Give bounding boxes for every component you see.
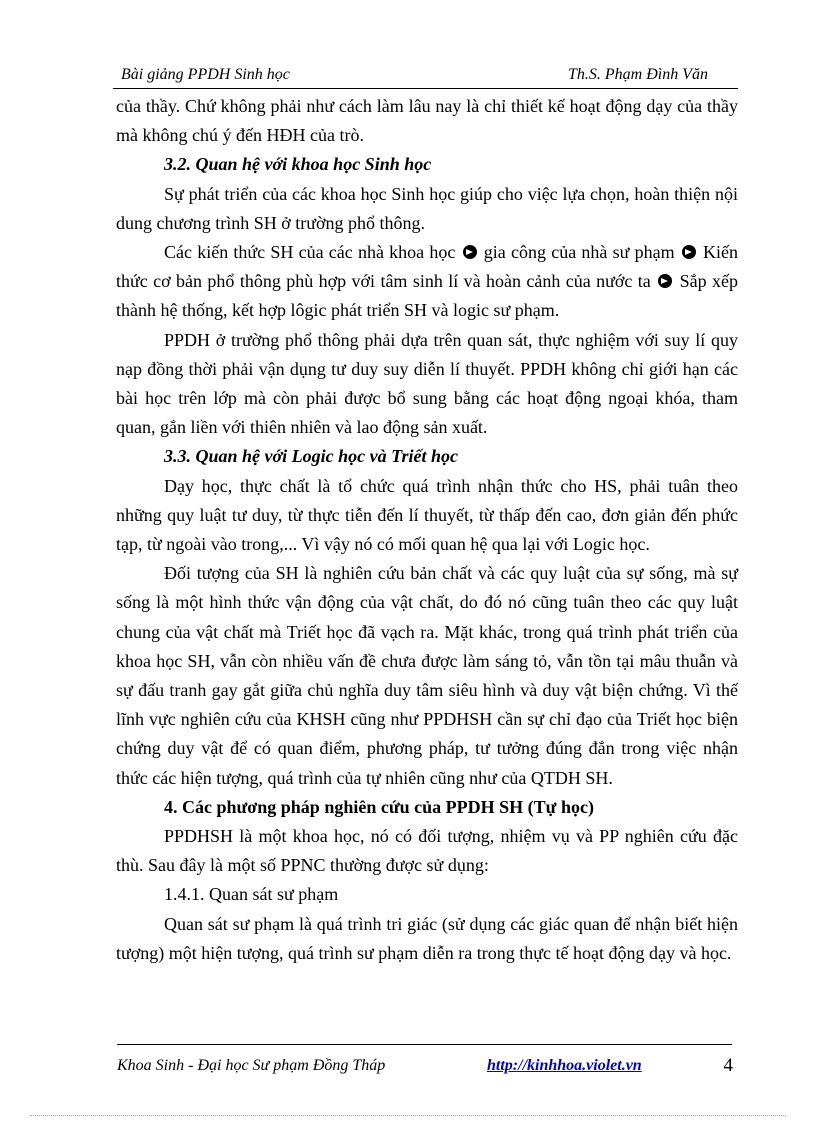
page-edge-divider — [30, 1115, 786, 1116]
paragraph-with-arrows — [116, 238, 738, 326]
section-heading-3-3: 3.3. Quan hệ với Logic học và Triết học — [164, 446, 458, 467]
footer-divider — [117, 1044, 732, 1045]
header-author: Th.S. Phạm Đình Văn — [568, 66, 708, 83]
page-number: 4 — [723, 1055, 733, 1076]
paragraph: Đối tượng của SH là nghiên cứu bản chất và các quy luật của sự sống, mà sự sống là một hình thức vận động của vật chất, do đó nó cũng tuân theo các quy luật chung của vật chất mà Triết học đã vạch ra. Mặt khác, trong quá trình phát triển của khoa học SH, vẫn còn nhiều vấn đề chưa được làm sáng tỏ, vẫn tồn tại mâu thuẫn và sự đấu tranh gay gắt giữa chủ nghĩa duy tâm siêu hình và duy vật biện chứng. Vì thế lĩnh vực nghiên cứu của KHSH cũng như PPDHSH cần sự chỉ đạo của Triết học biện chứng duy vật để có quan điểm, phương pháp, tư tưởng đúng đắn trong việc nhận thức các hiện tượng, quá trình của tự nhiên cũng như của QTDH SH. — [116, 563, 738, 788]
text-run: Kiến thức cơ bản phổ thông phù hợp với tâm sinh lí và hoàn cảnh của nước ta — [116, 242, 739, 292]
arrow-icon — [463, 245, 477, 259]
subsection-heading-1-4-1: 1.4.1. Quan sát sư phạm — [164, 884, 339, 905]
paragraph: Dạy học, thực chất là tổ chức quá trình nhận thức cho HS, phải tuân theo những quy luật tư duy, từ thực tiễn đến lí thuyết, từ thấp đến cao, đơn giản đến phức tạp, từ ngoài vào trong,... Vì vậy nó có mối quan hệ qua lại với Logic học. — [116, 475, 738, 555]
paragraph: của thầy. Chứ không phải như cách làm lâu nay là chỉ thiết kế hoạt động dạy của thầy mà không chú ý đến HĐH của trò. — [116, 96, 738, 146]
text-run: Các kiến thức SH của các nhà khoa học — [164, 242, 456, 263]
header-course-title: Bài giảng PPDH Sinh học — [121, 66, 290, 83]
page-header — [113, 64, 738, 89]
section-heading-3-2: 3.2. Quan hệ với khoa học Sinh học — [164, 154, 432, 175]
text-run: Sắp xếp thành hệ thống, kết hợp lôgic phát triển SH và logic sư phạm. — [116, 271, 739, 321]
section-heading-4: 4. Các phương pháp nghiên cứu của PPDH SH (Tự học) — [164, 796, 594, 817]
footer-link[interactable]: http://kinhhoa.violet.vn — [487, 1057, 642, 1074]
arrow-icon — [682, 245, 696, 259]
paragraph: Sự phát triển của các khoa học Sinh học giúp cho việc lựa chọn, hoàn thiện nội dung chương trình SH ở trường phổ thông. — [116, 183, 738, 233]
paragraph: Quan sát sư phạm là quá trình tri giác (sử dụng các giác quan để nhận biết hiện tượng) một hiện tượng, quá trình sư phạm diễn ra trong thực tế hoạt động dạy và học. — [116, 913, 738, 963]
page-footer — [117, 1055, 739, 1079]
paragraph: PPDHSH là một khoa học, nó có đối tượng, nhiệm vụ và PP nghiên cứu đặc thù. Sau đây là một số PPNC thường được sử dụng: — [116, 826, 738, 876]
text-run: gia công của nhà sư phạm — [483, 242, 675, 263]
paragraph: PPDH ở trường phổ thông phải dựa trên quan sát, thực nghiệm với suy lí quy nạp đồng thời phải vận dụng tư duy suy diễn lí thuyết. PPDH không chỉ giới hạn các bài học trên lớp mà còn phải được bổ sung bằng các hoạt động ngoại khóa, tham quan, gắn liền với thiên nhiên và lao động sản xuất. — [116, 329, 738, 438]
arrow-icon — [658, 274, 672, 288]
footer-institution: Khoa Sinh - Đại học Sư phạm Đồng Tháp — [117, 1057, 386, 1074]
page-body — [116, 92, 738, 968]
